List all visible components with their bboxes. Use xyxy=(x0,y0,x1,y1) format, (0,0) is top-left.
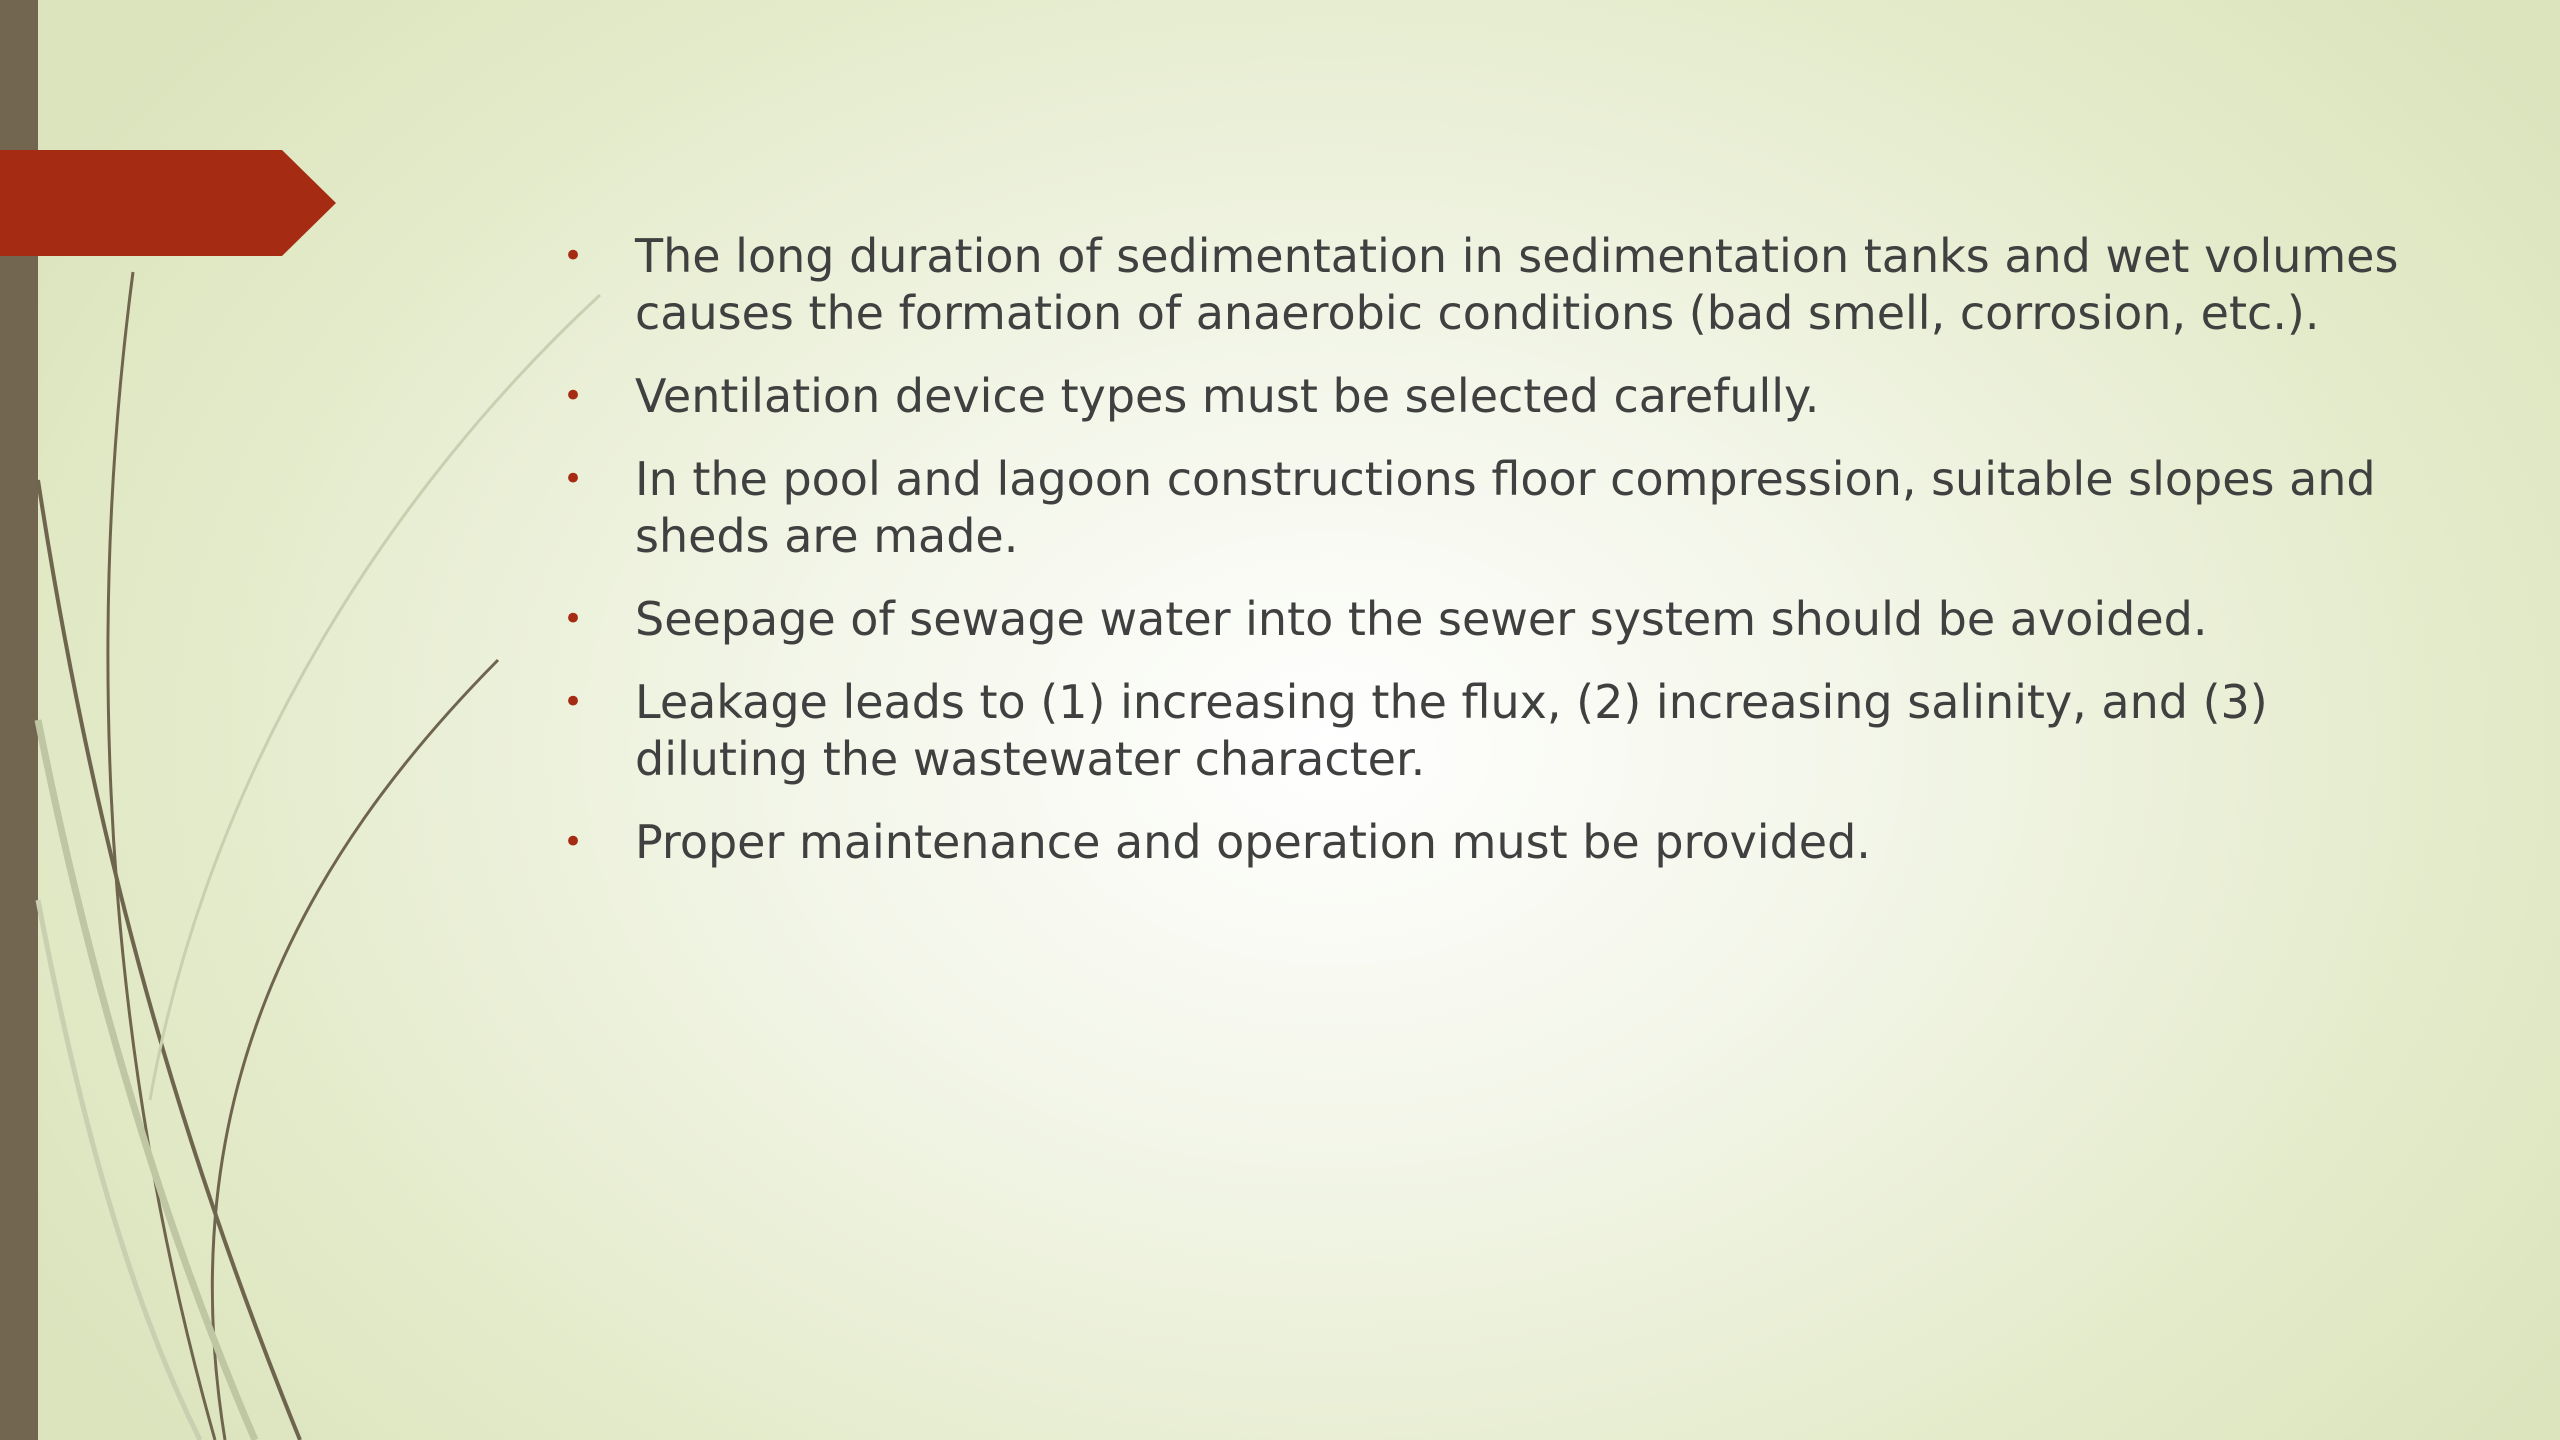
bullet-dot-icon: • xyxy=(563,236,584,276)
bullet-text: Seepage of sewage water into the sewer system should be avoided. xyxy=(635,592,2208,646)
bullet-item xyxy=(555,591,2415,648)
slide-body xyxy=(555,228,2415,897)
title-accent-tab xyxy=(0,150,336,256)
bullet-text: Proper maintenance and operation must be provided. xyxy=(635,815,1871,869)
bullet-item xyxy=(555,674,2415,788)
bullet-item xyxy=(555,228,2415,342)
bullet-text: Ventilation device types must be selected carefully. xyxy=(635,369,1820,423)
bullet-dot-icon: • xyxy=(563,599,584,639)
bullet-item xyxy=(555,368,2415,425)
bullet-dot-icon: • xyxy=(563,822,584,862)
bullet-text: The long duration of sedimentation in sedimentation tanks and wet volumes causes the formation of anaerobic conditions (bad smell, corrosion, etc.). xyxy=(635,229,2399,340)
bullet-dot-icon: • xyxy=(563,459,584,499)
bullet-item xyxy=(555,451,2415,565)
bullet-text: Leakage leads to (1) increasing the flux, (2) increasing salinity, and (3) diluting the wastewater character. xyxy=(635,675,2268,786)
bullet-dot-icon: • xyxy=(563,376,584,416)
bullet-text: In the pool and lagoon constructions floor compression, suitable slopes and sheds are made. xyxy=(635,452,2376,563)
bullet-item xyxy=(555,814,2415,871)
bullet-list xyxy=(555,228,2415,871)
bullet-dot-icon: • xyxy=(563,682,584,722)
